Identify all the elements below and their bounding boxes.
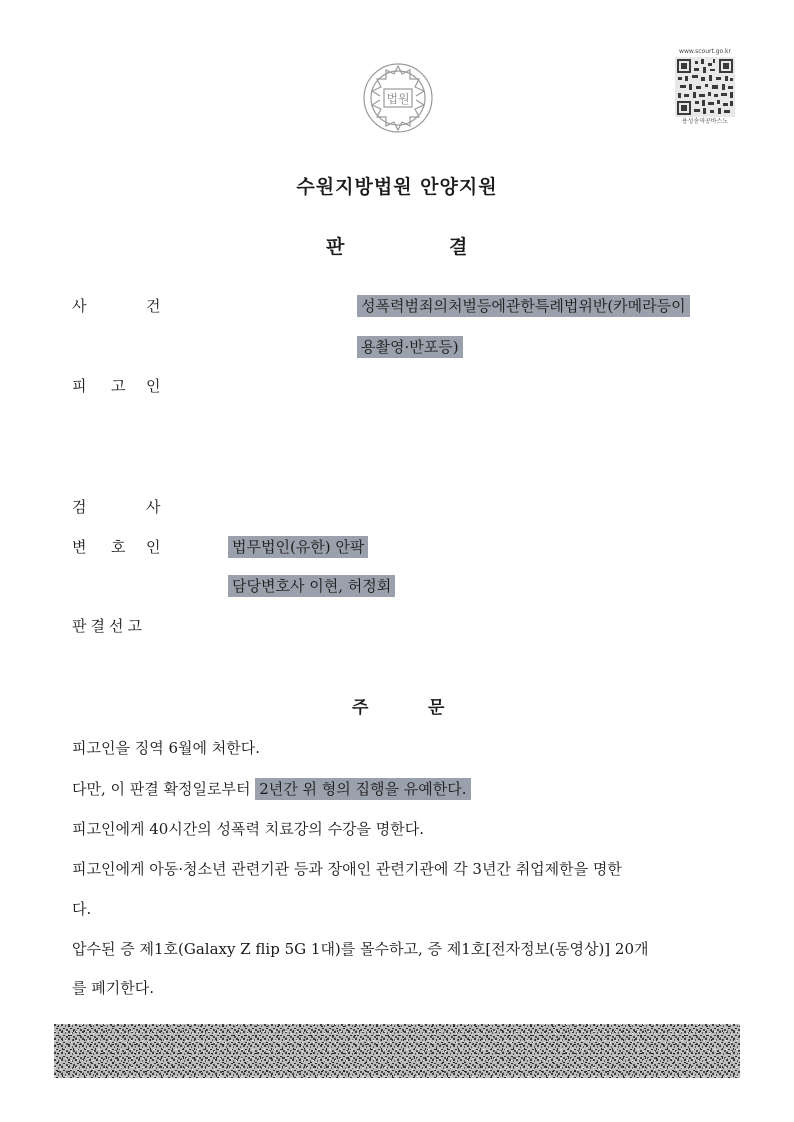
court-name: 수원지방법원 안양지원 [296,176,498,198]
order-line-1: 피고인을 징역 6월에 처한다. [72,739,261,757]
counsel-line1 [228,536,368,557]
label-case-1: 사 [72,297,87,315]
counsel-line1-highlight: 법무법인(유한) 안팍 [228,536,368,558]
order-heading-right: 문 [428,698,445,718]
document-title-right: 결 [449,236,468,258]
label-prosecutor-2: 사 [146,498,161,516]
counsel-line2 [228,575,395,596]
order-line-3: 피고인에게 40시간의 성폭력 치료강의 수강을 명한다. [72,820,424,838]
order-line-4: 피고인에게 아동·청소년 관련기관 등과 장애인 관련기관에 각 3년간 취업제한을 명한 [72,860,622,878]
case-name-line2 [357,336,463,357]
order-line-2-prefix: 다만, 이 판결 확정일로부터 [72,780,256,798]
case-name-line2-highlight: 용촬영·반포등) [357,336,463,358]
qr-caption: 용성송역공바스노 [681,118,729,125]
label-defendant-2: 고 [111,377,126,395]
case-name-line1-highlight: 성폭력범죄의처벌등에관한특례법위반(카메라등이 [357,295,690,317]
label-counsel-1: 변 [72,538,87,556]
court-url: www.scourt.go.kr [679,48,731,55]
label-counsel-3: 인 [146,538,161,556]
label-sentencing: 판결선고 [72,617,146,635]
label-case-2: 건 [146,297,161,315]
label-counsel-2: 호 [111,538,126,556]
order-line-2-highlight: 2년간 위 형의 집행을 유예한다. [255,778,470,800]
court-seal-icon [358,58,438,138]
qr-code-icon [675,57,735,117]
case-name-line1 [357,295,690,316]
order-line-7: 를 폐기한다. [72,979,154,997]
label-defendant-3: 인 [146,377,161,395]
document-title-left: 판 [326,236,345,258]
label-defendant-1: 피 [72,377,87,395]
verification-block [672,48,738,126]
order-line-2 [72,778,471,799]
label-prosecutor-1: 검 [72,498,87,516]
order-heading-left: 주 [352,698,369,718]
counsel-line2-highlight: 담당변호사 이현, 허정회 [228,575,395,597]
security-pattern [54,1024,740,1078]
svg-text:법원: 법원 [386,92,410,106]
order-line-5: 다. [72,900,92,918]
order-line-6: 압수된 증 제1호(Galaxy Z flip 5G 1대)를 몰수하고, 증 제1호[전자정보(동영상)] 20개 [72,940,649,958]
